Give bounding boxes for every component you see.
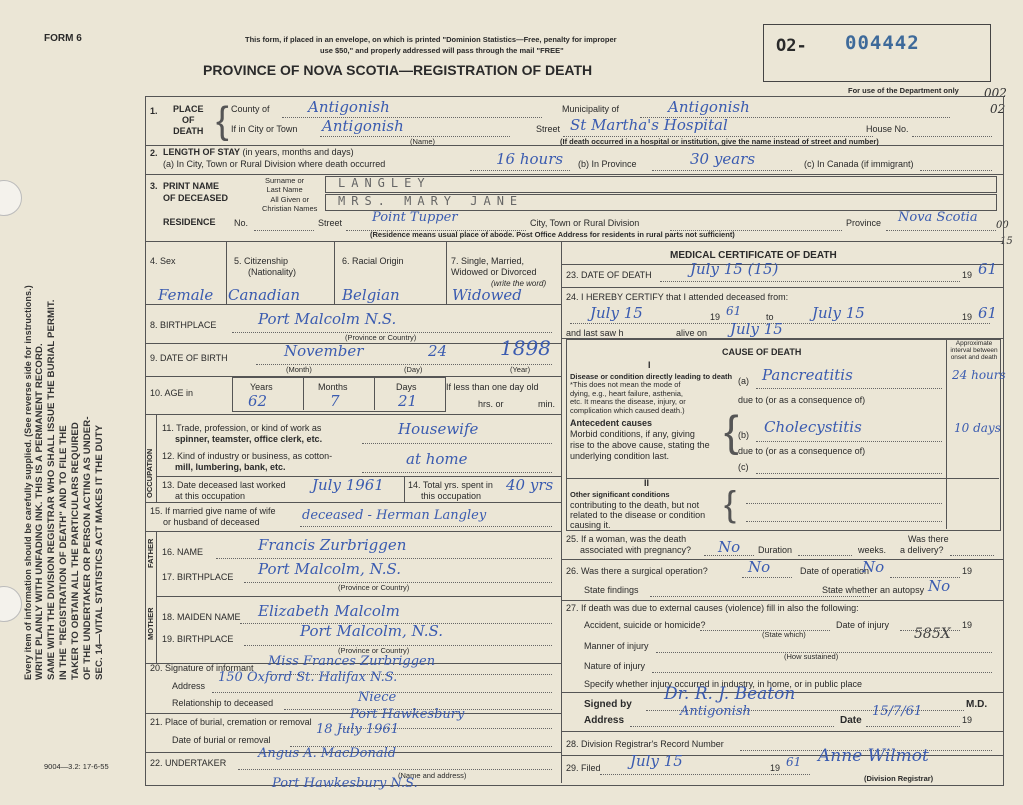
alive-on-value: July 15 bbox=[730, 320, 783, 338]
attended-to-label: to bbox=[766, 312, 774, 322]
how-sustained-caption: (How sustained) bbox=[784, 652, 839, 661]
county-label: County of bbox=[231, 104, 270, 114]
attended-from-year: 61 bbox=[726, 304, 742, 318]
marital-label: 7. Single, Married, Widowed or Divorced (write the word) bbox=[451, 256, 547, 288]
residence-city-label: City, Town or Rural Division bbox=[530, 218, 640, 228]
residence-label: RESIDENCE bbox=[163, 217, 216, 227]
q12-label: 12. Kind of industry or business, as cotton- mill, lumbering, bank, etc. bbox=[162, 451, 333, 472]
cause-b-label: (b) bbox=[738, 430, 749, 440]
physician-year-prefix: 19 bbox=[962, 715, 973, 725]
print-code: 9004—3.2: 17-6-55 bbox=[44, 762, 109, 771]
date-operation-label: Date of operation bbox=[800, 566, 870, 576]
duration-label: Duration bbox=[758, 545, 793, 555]
stay-b-value: 30 years bbox=[690, 150, 756, 168]
delivery-label: Was there a delivery? bbox=[900, 534, 949, 555]
stay-number: 2. bbox=[150, 148, 158, 158]
burial-date-label: Date of burial or removal bbox=[172, 735, 271, 745]
manner-label: Manner of injury bbox=[584, 641, 649, 651]
stay-c-label: (c) In Canada (if immigrant) bbox=[804, 159, 914, 169]
citizenship-value: Canadian bbox=[228, 286, 301, 304]
q23-year-prefix: 19 bbox=[962, 270, 973, 280]
stay-a-label: (a) In City, Town or Rural Division where death occurred bbox=[163, 159, 386, 169]
q25-label: 25. If a woman, was the death associated with pregnancy? bbox=[566, 534, 692, 555]
age-months-label: Months bbox=[318, 382, 348, 392]
dept-code-2: 02 bbox=[990, 102, 1006, 116]
birthplace-value: Port Malcolm N.S. bbox=[258, 310, 397, 328]
q26-label: 26. Was there a surgical operation? bbox=[566, 566, 708, 576]
punch-hole-top bbox=[0, 180, 22, 216]
attended-to: July 15 bbox=[812, 304, 865, 322]
city-label: If in City or Town bbox=[231, 124, 298, 134]
q26-value: No bbox=[748, 558, 771, 576]
q21-value: Port Hawkesbury bbox=[350, 707, 465, 722]
registration-number: 004442 bbox=[845, 32, 920, 54]
q14-label: 14. Total yrs. spent in this occupation bbox=[408, 480, 493, 501]
q20-label: 20. Signature of informant bbox=[150, 663, 254, 673]
county-value: Antigonish bbox=[308, 98, 390, 116]
q19-label: 19. BIRTHPLACE bbox=[162, 634, 234, 644]
relationship-value: Niece bbox=[358, 690, 397, 705]
q24-label: 24. I HEREBY CERTIFY that I attended deceased from: bbox=[566, 292, 789, 302]
q22-value: Angus A. MacDonald bbox=[258, 746, 397, 761]
residence-street-label: Street bbox=[318, 218, 343, 228]
q28-label: 28. Division Registrar's Record Number bbox=[566, 739, 724, 749]
page-title: PROVINCE OF NOVA SCOTIA—REGISTRATION OF DEATH bbox=[203, 62, 593, 78]
informant-address-label: Address bbox=[172, 681, 206, 691]
physician-address-value: Antigonish bbox=[680, 704, 751, 719]
autopsy-value: No bbox=[928, 577, 951, 595]
dob-month-caption: (Month) bbox=[286, 365, 312, 374]
date-injury-label: Date of injury bbox=[836, 620, 890, 630]
informant-address-value: 150 Oxford St. Halifax N.S. bbox=[218, 670, 398, 685]
residence-note: (Residence means usual place of abode. Post Office Address for residents in rural parts not sufficient) bbox=[370, 230, 735, 239]
dob-day-caption: (Day) bbox=[404, 365, 423, 374]
q14-value: 40 yrs bbox=[506, 476, 554, 494]
cause-a-value: Pancreatitis bbox=[762, 366, 853, 384]
q29-label: 29. Filed bbox=[566, 763, 601, 773]
q19-value: Port Malcolm, N.S. bbox=[300, 622, 444, 640]
punch-hole-bottom bbox=[0, 586, 22, 622]
filed-year: 61 bbox=[786, 755, 802, 769]
stay-label: LENGTH OF STAY (in years, months and days) bbox=[163, 147, 354, 157]
city-name-caption: (Name) bbox=[410, 137, 436, 146]
q13-value: July 1961 bbox=[312, 476, 384, 494]
q17-label: 17. BIRTHPLACE bbox=[162, 572, 234, 582]
attended-to-year-prefix: 19 bbox=[962, 312, 973, 322]
registrar-signature: Anne Wilmot bbox=[818, 746, 929, 766]
q16-label: 16. NAME bbox=[162, 547, 204, 557]
undertaker-address: Port Hawkesbury N.S. bbox=[272, 776, 418, 791]
citizenship-label: 5. Citizenship (Nationality) bbox=[234, 256, 297, 277]
stay-a-value: 16 hours bbox=[496, 150, 564, 168]
q13-label: 13. Date deceased last worked at this occupation bbox=[162, 480, 286, 501]
name-number: 3. bbox=[150, 181, 158, 191]
dob-month: November bbox=[284, 342, 364, 360]
dob-year-caption: (Year) bbox=[510, 365, 531, 374]
attended-from: July 15 bbox=[590, 304, 643, 322]
q17-caption: (Province or Country) bbox=[338, 583, 410, 592]
form-number: FORM 6 bbox=[44, 33, 82, 44]
residence-province-value: Nova Scotia bbox=[898, 210, 978, 225]
stay-b-label: (b) In Province bbox=[578, 159, 637, 169]
age-years-value: 62 bbox=[248, 392, 268, 410]
place-number: 1. bbox=[150, 106, 158, 116]
birthplace-label: 8. BIRTHPLACE bbox=[150, 320, 217, 330]
physician-address-label: Address bbox=[584, 715, 625, 726]
q11-value: Housewife bbox=[398, 420, 479, 438]
q18-label: 18. MAIDEN NAME bbox=[162, 612, 241, 622]
antecedent-note: Morbid conditions, if any, giving rise to the above cause, stating the underlying condition last. bbox=[570, 429, 710, 461]
municipality-value: Antigonish bbox=[668, 98, 750, 116]
age-days-value: 21 bbox=[398, 392, 418, 410]
place-brace: { bbox=[216, 100, 229, 142]
q12-value: at home bbox=[406, 450, 468, 468]
city-value: Antigonish bbox=[322, 117, 404, 135]
place-label: PLACE OF DEATH bbox=[173, 104, 204, 136]
findings-label: State findings bbox=[584, 585, 639, 595]
signed-value: Dr. R. J. Beaton bbox=[664, 684, 796, 704]
q16-value: Francis Zurbriggen bbox=[258, 536, 407, 554]
racial-origin-value: Belgian bbox=[342, 286, 400, 304]
date-operation-value: No bbox=[862, 558, 885, 576]
residence-no-label: No. bbox=[234, 218, 249, 228]
state-which-caption: (State which) bbox=[762, 630, 806, 639]
interval-a-value: 24 hours bbox=[952, 368, 1006, 382]
medical-title: MEDICAL CERTIFICATE OF DEATH bbox=[670, 250, 837, 261]
residence-province-label: Province bbox=[846, 218, 882, 228]
dob-year: 1898 bbox=[500, 336, 551, 360]
md-label: M.D. bbox=[966, 699, 988, 710]
autopsy-label: State whether an autopsy bbox=[822, 585, 925, 595]
age-years-label: Years bbox=[250, 382, 273, 392]
last-saw-label: and last saw h bbox=[566, 328, 624, 338]
relationship-label: Relationship to deceased bbox=[172, 698, 274, 708]
sex-value: Female bbox=[158, 286, 214, 304]
injury-year-prefix: 19 bbox=[962, 620, 973, 630]
other-conditions-note: contributing to the death, but not related to the disease or condition causing it. bbox=[570, 500, 706, 530]
age-label: 10. AGE in bbox=[150, 388, 194, 398]
sex-label: 4. Sex bbox=[150, 256, 176, 266]
weeks-label: weeks. bbox=[858, 545, 887, 555]
other-conditions-label: Other significant conditions bbox=[570, 490, 670, 499]
mail-notice-line1: This form, if placed in an envelope, on which is printed "Dominion Statistics—Free, penalty for improper bbox=[245, 35, 617, 44]
street-label: Street bbox=[536, 124, 561, 134]
q19-caption: (Province or Country) bbox=[338, 646, 410, 655]
cause-title: CAUSE OF DEATH bbox=[722, 347, 802, 357]
surname-value: LANGLEY bbox=[338, 176, 431, 190]
attended-to-year: 61 bbox=[978, 304, 998, 322]
age-days-label: Days bbox=[396, 382, 417, 392]
roman-two: II bbox=[644, 478, 650, 488]
q27-label: 27. If death was due to external causes (violence) fill in also the following: bbox=[566, 603, 859, 613]
q11-label: 11. Trade, profession, or kind of work as spinner, teamster, office clerk, etc. bbox=[162, 423, 323, 444]
hospital-note: (If death occurred in a hospital or institution, give the name instead of street and number) bbox=[560, 137, 879, 146]
accident-label: Accident, suicide or homicide? bbox=[584, 620, 706, 630]
interval-b-value: 10 days bbox=[954, 421, 1001, 435]
q22-label: 22. UNDERTAKER bbox=[150, 758, 227, 768]
physician-date-value: 15/7/61 bbox=[872, 704, 923, 719]
age-months-value: 7 bbox=[330, 392, 340, 410]
mother-side-label: MOTHER bbox=[146, 607, 155, 640]
antecedent-brace: { bbox=[724, 407, 739, 456]
other-brace: { bbox=[724, 483, 737, 524]
physician-date-label: Date bbox=[840, 715, 862, 726]
cause-a-label: (a) bbox=[738, 376, 749, 386]
occupation-side-label: OCCUPATION bbox=[145, 448, 154, 498]
department-use-label: For use of the Department only bbox=[848, 86, 959, 95]
father-side-label: FATHER bbox=[146, 538, 155, 568]
given-names-value: MRS. MARY JANE bbox=[338, 194, 524, 208]
interval-header: Approximate interval between onset and death bbox=[950, 340, 998, 361]
q15-value: deceased - Herman Langley bbox=[302, 508, 487, 523]
birthplace-caption: (Province or Country) bbox=[345, 333, 417, 342]
age-min-label: min. bbox=[538, 399, 556, 409]
alive-on-label: alive on bbox=[676, 328, 708, 338]
undertaker-caption: (Name and address) bbox=[398, 771, 467, 780]
q17-value: Port Malcolm, N.S. bbox=[258, 560, 402, 578]
antecedent-label: Antecedent causes bbox=[570, 418, 653, 428]
given-names-label: All Given or Christian Names bbox=[262, 195, 318, 213]
cause-b-value: Cholecystitis bbox=[764, 418, 862, 436]
filed-year-prefix: 19 bbox=[770, 763, 781, 773]
racial-origin-label: 6. Racial Origin bbox=[342, 256, 404, 266]
burial-date-value: 18 July 1961 bbox=[316, 722, 399, 737]
manner-code: 585X bbox=[914, 626, 951, 642]
margin-code-1: 00 bbox=[996, 220, 1009, 231]
signed-label: Signed by bbox=[584, 699, 632, 710]
dob-day: 24 bbox=[428, 342, 448, 360]
operation-year-prefix: 19 bbox=[962, 566, 973, 576]
age-hrs-label: hrs. or bbox=[478, 399, 504, 409]
municipality-label: Municipality of bbox=[562, 104, 620, 114]
due-to-b: due to (or as a consequence of) bbox=[738, 446, 866, 456]
residence-street-value: Point Tupper bbox=[372, 210, 458, 225]
age-less-day-label: If less than one day old bbox=[446, 382, 539, 392]
due-to-a: due to (or as a consequence of) bbox=[738, 395, 866, 405]
q29-value: July 15 bbox=[630, 752, 683, 770]
q15-label: 15. If married give name of wife or husband of deceased bbox=[150, 506, 276, 527]
q25-value: No bbox=[718, 538, 741, 556]
margin-code-2: 15 bbox=[1000, 236, 1013, 247]
surname-label: Surname or Last Name bbox=[265, 176, 305, 194]
specify-label: Specify whether injury occurred in industry, in home, or in public place bbox=[584, 679, 862, 689]
name-label: PRINT NAME OF DECEASED bbox=[163, 181, 229, 203]
q23-label: 23. DATE OF DEATH bbox=[566, 270, 652, 280]
attended-year-prefix: 19 bbox=[710, 312, 721, 322]
q23-year: 61 bbox=[978, 260, 998, 278]
dept-code-1: 002 bbox=[984, 86, 1007, 100]
cause-c-label: (c) bbox=[738, 462, 749, 472]
q18-value: Elizabeth Malcolm bbox=[258, 602, 400, 620]
roman-one: I bbox=[648, 360, 651, 370]
q20-value: Miss Frances Zurbriggen bbox=[268, 654, 436, 669]
street-value: St Martha's Hospital bbox=[570, 116, 728, 134]
cause-q1-label: Disease or condition directly leading to death bbox=[570, 372, 733, 381]
registration-prefix: O2- bbox=[776, 36, 807, 56]
nature-label: Nature of injury bbox=[584, 661, 646, 671]
q23-value: July 15 (15) bbox=[690, 260, 779, 278]
dob-label: 9. DATE OF BIRTH bbox=[150, 353, 228, 363]
marital-value: Widowed bbox=[452, 286, 522, 304]
registrar-caption: (Division Registrar) bbox=[864, 774, 934, 783]
side-instructions: Every item of information should be carefully supplied. (See reverse side for instructions.) WRITE PLAINLY WITH UNFADING INK. THIS IS A PERMANENT RECORD. SAME WITH THE DIVISION REGISTRAR WHO SHALL ISSUE THE BURIAL PERMIT. IN THE "REGISTRATION OF DEATH" AND TO FILE THE TAKER TO OBTAIN ALL THE PARTICULARS REQUIRED OF THE UNDERTAKER OR PERSON ACTING AS UNDER- SEC. 14—VITAL STATISTICS ACT MAKES IT THE DUTY bbox=[23, 285, 105, 680]
mail-notice-line2: use $50," and properly addressed will pass through the mail "FREE" bbox=[320, 46, 564, 55]
cause-q1-note: *This does not mean the mode of dying, e.g., heart failure, asthenia, etc. It means the disease, injury, or complication which caused death.) bbox=[570, 380, 686, 415]
house-no-label: House No. bbox=[866, 124, 909, 134]
q21-label: 21. Place of burial, cremation or removal bbox=[150, 717, 312, 727]
